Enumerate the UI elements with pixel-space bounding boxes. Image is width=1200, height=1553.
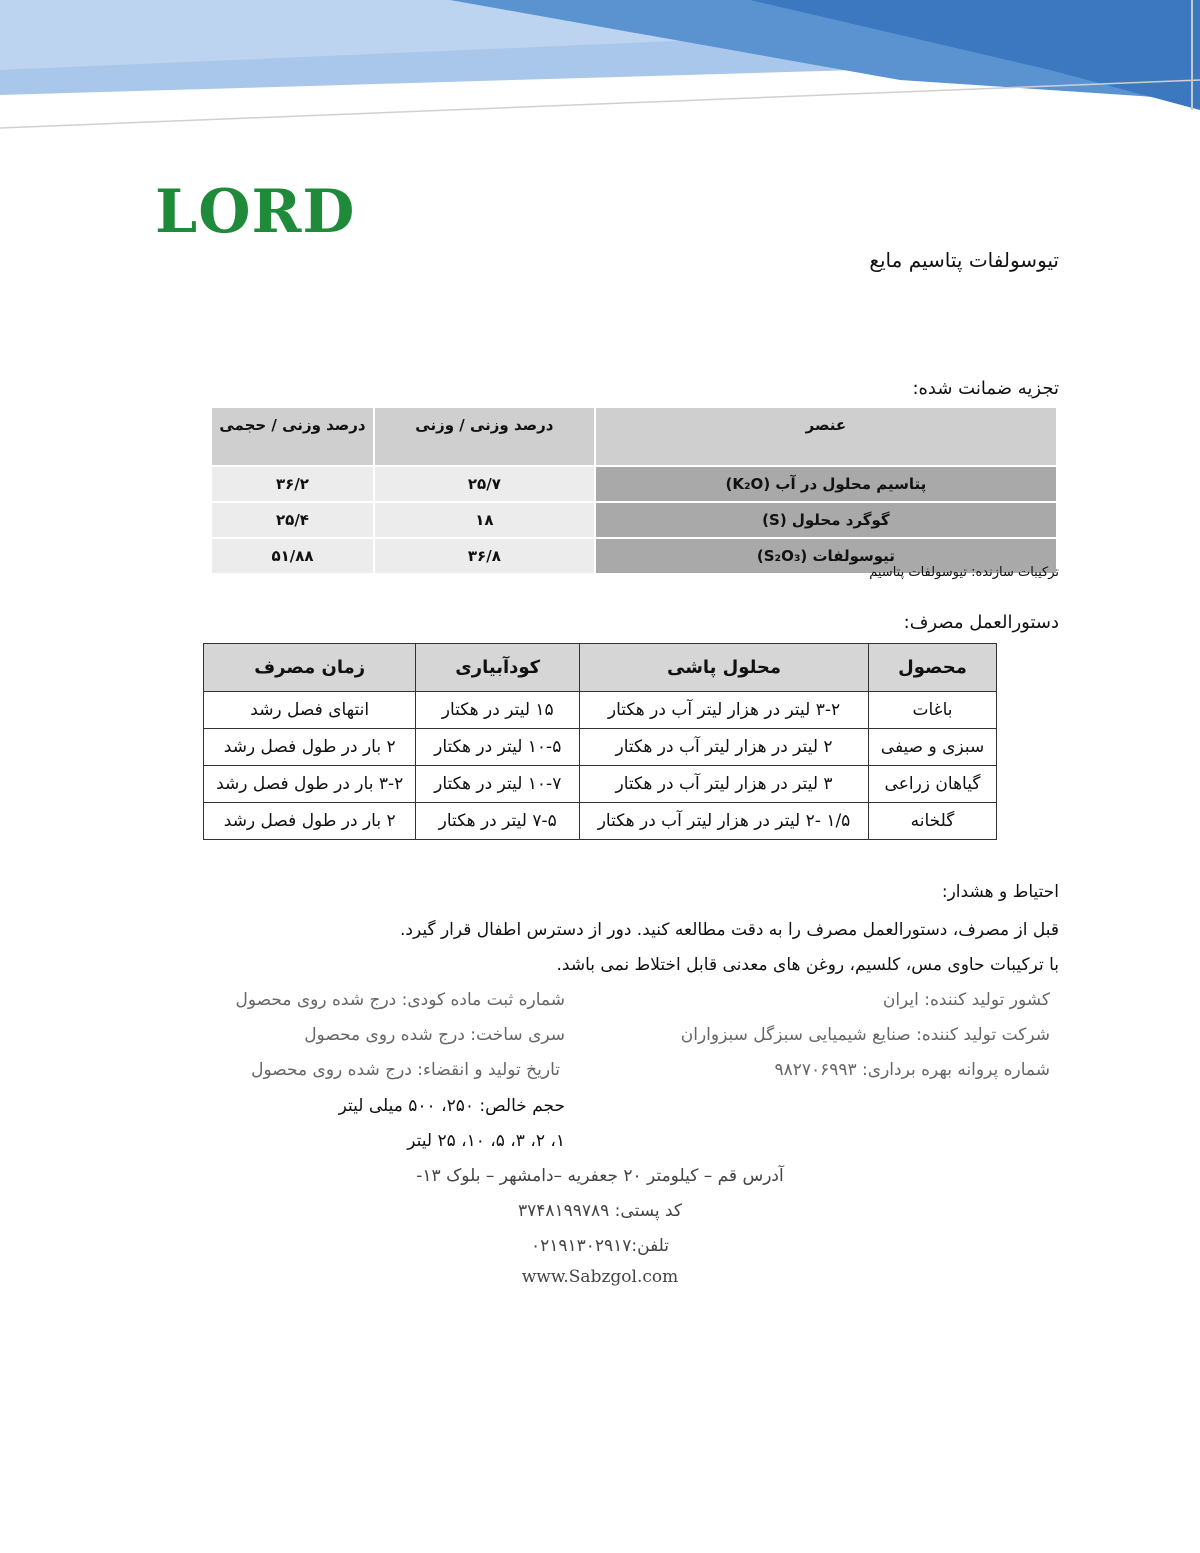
table-row bbox=[204, 803, 997, 840]
license-info: شماره پروانه بهره برداری: ۹۸۲۷۰۶۹۹۳ bbox=[774, 1060, 1050, 1080]
postal-code: کد پستی: ۳۷۴۸۱۹۹۷۸۹ bbox=[517, 1201, 683, 1221]
address: آدرس قم – کیلومتر ۲۰ جعفریه –دامشهر – بلوک ۱۳- bbox=[416, 1166, 784, 1186]
cell-element: تیوسولفات (S₂O₃) bbox=[595, 538, 1056, 573]
caution-line-1: قبل از مصرف، دستورالعمل مصرف را به دقت مطالعه کنید. دور از دسترس اطفال قرار گیرد. bbox=[399, 920, 1059, 940]
usage-table bbox=[203, 643, 997, 840]
header-weight-weight: درصد وزنی / وزنی bbox=[374, 408, 595, 466]
table-row bbox=[204, 692, 997, 729]
usage-label: دستورالعمل مصرف: bbox=[903, 612, 1059, 633]
batch-info: سری ساخت: درج شده روی محصول bbox=[304, 1025, 565, 1045]
header-band bbox=[0, 0, 1200, 140]
table-header-row bbox=[211, 408, 1056, 466]
cell-value: ۳۶/۲ bbox=[211, 466, 374, 502]
cell-value: ۳۶/۸ bbox=[374, 538, 595, 573]
cell-time: ۲ بار در طول فصل رشد bbox=[204, 803, 416, 840]
cell-foliar: ۳-۲ لیتر در هزار لیتر آب در هکتار bbox=[580, 692, 869, 729]
header-foliar: محلول پاشی bbox=[580, 644, 869, 692]
cell-time: ۳-۲ بار در طول فصل رشد bbox=[204, 766, 416, 803]
caution-label: احتیاط و هشدار: bbox=[941, 882, 1059, 902]
volume-info: حجم خالص: ۲۵۰، ۵۰۰ میلی لیتر bbox=[338, 1096, 565, 1116]
cell-value: ۵۱/۸۸ bbox=[211, 538, 374, 573]
cell-value: ۲۵/۴ bbox=[211, 502, 374, 538]
registration-info: شماره ثبت ماده کودی: درج شده روی محصول bbox=[235, 990, 565, 1010]
ingredients-note: ترکیبات سازنده: تیوسولفات پتاسیم bbox=[869, 565, 1059, 580]
cell-element: گوگرد محلول (S) bbox=[595, 502, 1056, 538]
cell-foliar: ۲ لیتر در هزار لیتر آب در هکتار bbox=[580, 729, 869, 766]
svg-text:LORD: LORD bbox=[155, 177, 356, 247]
cell-foliar: ۳ لیتر در هزار لیتر آب در هکتار bbox=[580, 766, 869, 803]
table-row bbox=[211, 502, 1056, 538]
cell-fertigation: ۱۵ لیتر در هکتار bbox=[416, 692, 580, 729]
cell-foliar: ۱/۵ -۲ لیتر در هزار لیتر آب در هکتار bbox=[580, 803, 869, 840]
table-header-row bbox=[204, 644, 997, 692]
cell-element: پتاسیم محلول در آب (K₂O) bbox=[595, 466, 1056, 502]
volume-info-2: ۱، ۲، ۳، ۵، ۱۰، ۲۵ لیتر bbox=[407, 1131, 565, 1151]
cell-value: ۱۸ bbox=[374, 502, 595, 538]
cell-fertigation: ۱۰-۷ لیتر در هکتار bbox=[416, 766, 580, 803]
cell-product: گلخانه bbox=[869, 803, 997, 840]
table-row bbox=[211, 466, 1056, 502]
company-info: شرکت تولید کننده: صنایع شیمیایی سبزگل سبزواران bbox=[680, 1025, 1050, 1045]
phone: تلفن:۰۲۱۹۱۳۰۲۹۱۷ bbox=[530, 1236, 670, 1256]
product-title: تیوسولفات پتاسیم مایع bbox=[869, 248, 1059, 272]
caution-line-2: با ترکیبات حاوی مس، کلسیم، روغن های معدنی قابل اختلاط نمی باشد. bbox=[556, 955, 1059, 975]
header-time: زمان مصرف bbox=[204, 644, 416, 692]
cell-product: گیاهان زراعی bbox=[869, 766, 997, 803]
header-weight-volume: درصد وزنی / حجمی bbox=[211, 408, 374, 466]
cell-time: ۲ بار در طول فصل رشد bbox=[204, 729, 416, 766]
header-product: محصول bbox=[869, 644, 997, 692]
cell-fertigation: ۷-۵ لیتر در هکتار bbox=[416, 803, 580, 840]
website-link[interactable]: www.Sabzgol.com bbox=[521, 1267, 679, 1287]
brand-logo bbox=[155, 170, 356, 247]
header-element: عنصر bbox=[595, 408, 1056, 466]
cell-time: انتهای فصل رشد bbox=[204, 692, 416, 729]
cell-value: ۲۵/۷ bbox=[374, 466, 595, 502]
dates-info: تاریخ تولید و انقضاء: درج شده روی محصول bbox=[251, 1060, 560, 1080]
country-info: کشور تولید کننده: ایران bbox=[882, 990, 1050, 1010]
table-row bbox=[204, 729, 997, 766]
table-row bbox=[204, 766, 997, 803]
guaranteed-analysis-label: تجزیه ضمانت شده: bbox=[912, 378, 1059, 399]
cell-product: باغات bbox=[869, 692, 997, 729]
cell-fertigation: ۱۰-۵ لیتر در هکتار bbox=[416, 729, 580, 766]
guaranteed-analysis-table bbox=[210, 408, 1056, 573]
header-fertigation: کودآبیاری bbox=[416, 644, 580, 692]
cell-product: سبزی و صیفی bbox=[869, 729, 997, 766]
